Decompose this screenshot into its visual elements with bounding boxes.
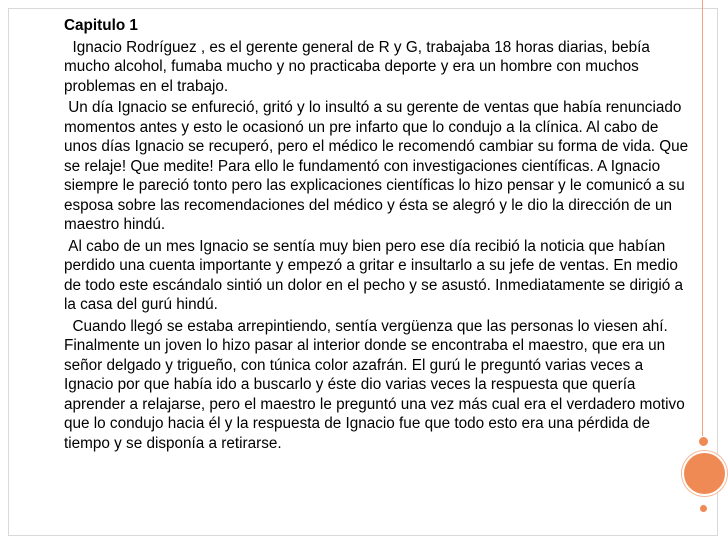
paragraph-1: Ignacio Rodríguez , es el gerente general de R y G, trabajaba 18 horas diarias, bebía mucho alcohol, fumaba mucho y no practicaba deporte y era un hombre con muchos problemas en el trabajo. <box>64 38 655 95</box>
decorative-dot-small-bottom <box>700 505 707 512</box>
paragraph-2: Un día Ignacio se enfureció, gritó y lo insultó a su gerente de ventas que había renunciado momentos antes y esto le ocasionó un pre infarto que lo condujo a la clínica. Al cabo de unos días Ignacio se recuperó, pero el médico le recomendó cambiar su forma de vida. Que se relaje! Que medite! Para ello le fundamentó con investigaciones científicas. A Ignacio siempre le pareció tonto pero las explicaciones científicas lo hizo pensar y le comunicó a su esposa sobre las recomendaciones del médico y ésta se alegró y le dio la dirección de un maestro hindú. <box>64 99 693 233</box>
slide-content <box>64 16 694 455</box>
decorative-circle-large <box>682 451 727 496</box>
decorative-dot-small-top <box>698 436 709 447</box>
paragraph-4: Cuando llegó se estaba arrepintiendo, sentía vergüenza que las personas lo viesen ahí. Finalmente un joven lo hizo pasar al interior donde se encontraba el maestro, que era un señor delgado y trigueño, con túnica color azafrán. El gurú le preguntó varias veces a Ignacio por que había ido a buscarlo y éste dio varias veces la respuesta que quería aprender a relajarse, pero el maestro le preguntó una vez más cual era el verdadero motivo que lo condujo hacia él y la respuesta de Ignacio fue que todo esto era una pérdida de tiempo y se disponía a retirarse. <box>64 317 689 452</box>
decorative-vertical-line <box>702 0 703 436</box>
paragraph-3: Al cabo de un mes Ignacio se sentía muy bien pero ese día recibió la noticia que habían perdido una cuenta importante y empezó a gritar e insultarlo a su jefe de ventas. En medio de todo este escándalo sintió un dolor en el pecho y se asustó. Inmediatamente se dirigió a la casa del gurú hindú. <box>64 237 688 313</box>
chapter-heading: Capitulo 1 <box>64 17 138 34</box>
